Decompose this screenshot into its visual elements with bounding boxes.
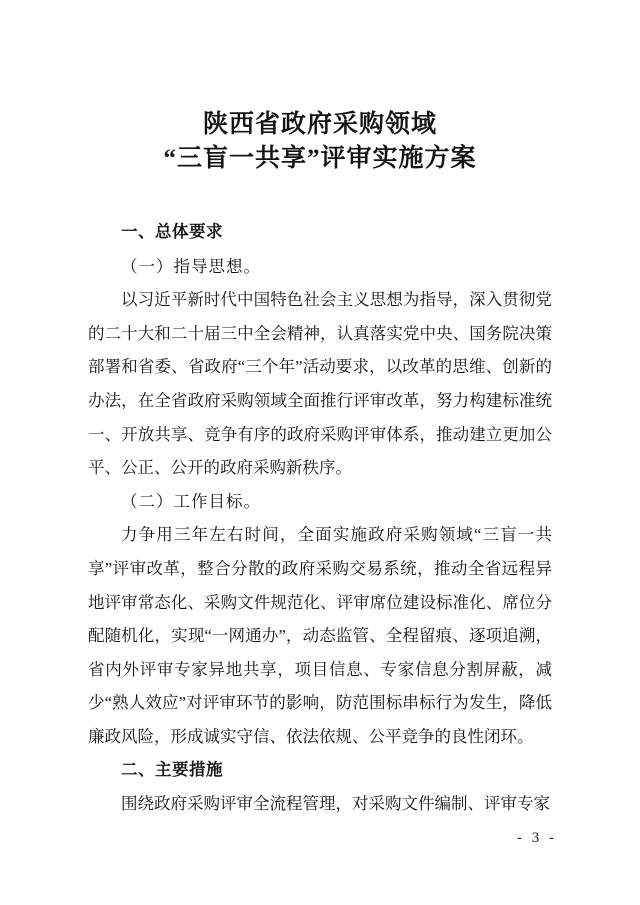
document-title bbox=[0, 108, 640, 176]
paragraph-main-measures: 围绕政府采购评审全流程管理，对采购文件编制、评审专家 bbox=[121, 794, 550, 814]
subsection-heading-work-goals: （二）工作目标。 bbox=[121, 491, 261, 511]
paragraph-work-goals: 力争用三年左右时间，全面实施政府采购领域“三盲一共享”评审改革，整合分散的政府采购交易系统，推动全省远程异地评审常态化、采购文件规范化、评审席位建设标准化、席位分配随机化，实现“一网通办”，动态监管、全程留痕、逐项追溯，省内外评审专家异地共享，项目信息、专家信息分割屏蔽，减少“熟人效应”对评审环节的影响，防范围标串标行为发生，降低廉政风险，形成诚实守信、依法依规、公平竞争的良性闭环。 bbox=[88, 525, 552, 746]
section-heading-main-measures: 二、主要措施 bbox=[121, 760, 223, 779]
title-line-1: 陕西省政府采购领域 bbox=[202, 111, 437, 138]
document-body bbox=[88, 216, 552, 821]
subsection-heading-guiding-ideology: （一）指导思想。 bbox=[121, 256, 261, 276]
paragraph-guiding-ideology: 以习近平新时代中国特色社会主义思想为指导，深入贯彻党的二十大和二十届三中全会精神，认真落实党中央、国务院决策部署和省委、省政府“三个年”活动要求，以改革的思维、创新的办法，在全省政府采购领域全面推行评审改革，努力构建标准统一、开放共享、竞争有序的政府采购评审体系，推动建立更加公平、公正、公开的政府采购新秩序。 bbox=[88, 290, 552, 478]
page-number: - 3 - bbox=[517, 830, 557, 846]
title-line-2: “三盲一共享”评审实施方案 bbox=[163, 145, 477, 172]
section-heading-overall-requirements: 一、总体要求 bbox=[121, 223, 223, 241]
